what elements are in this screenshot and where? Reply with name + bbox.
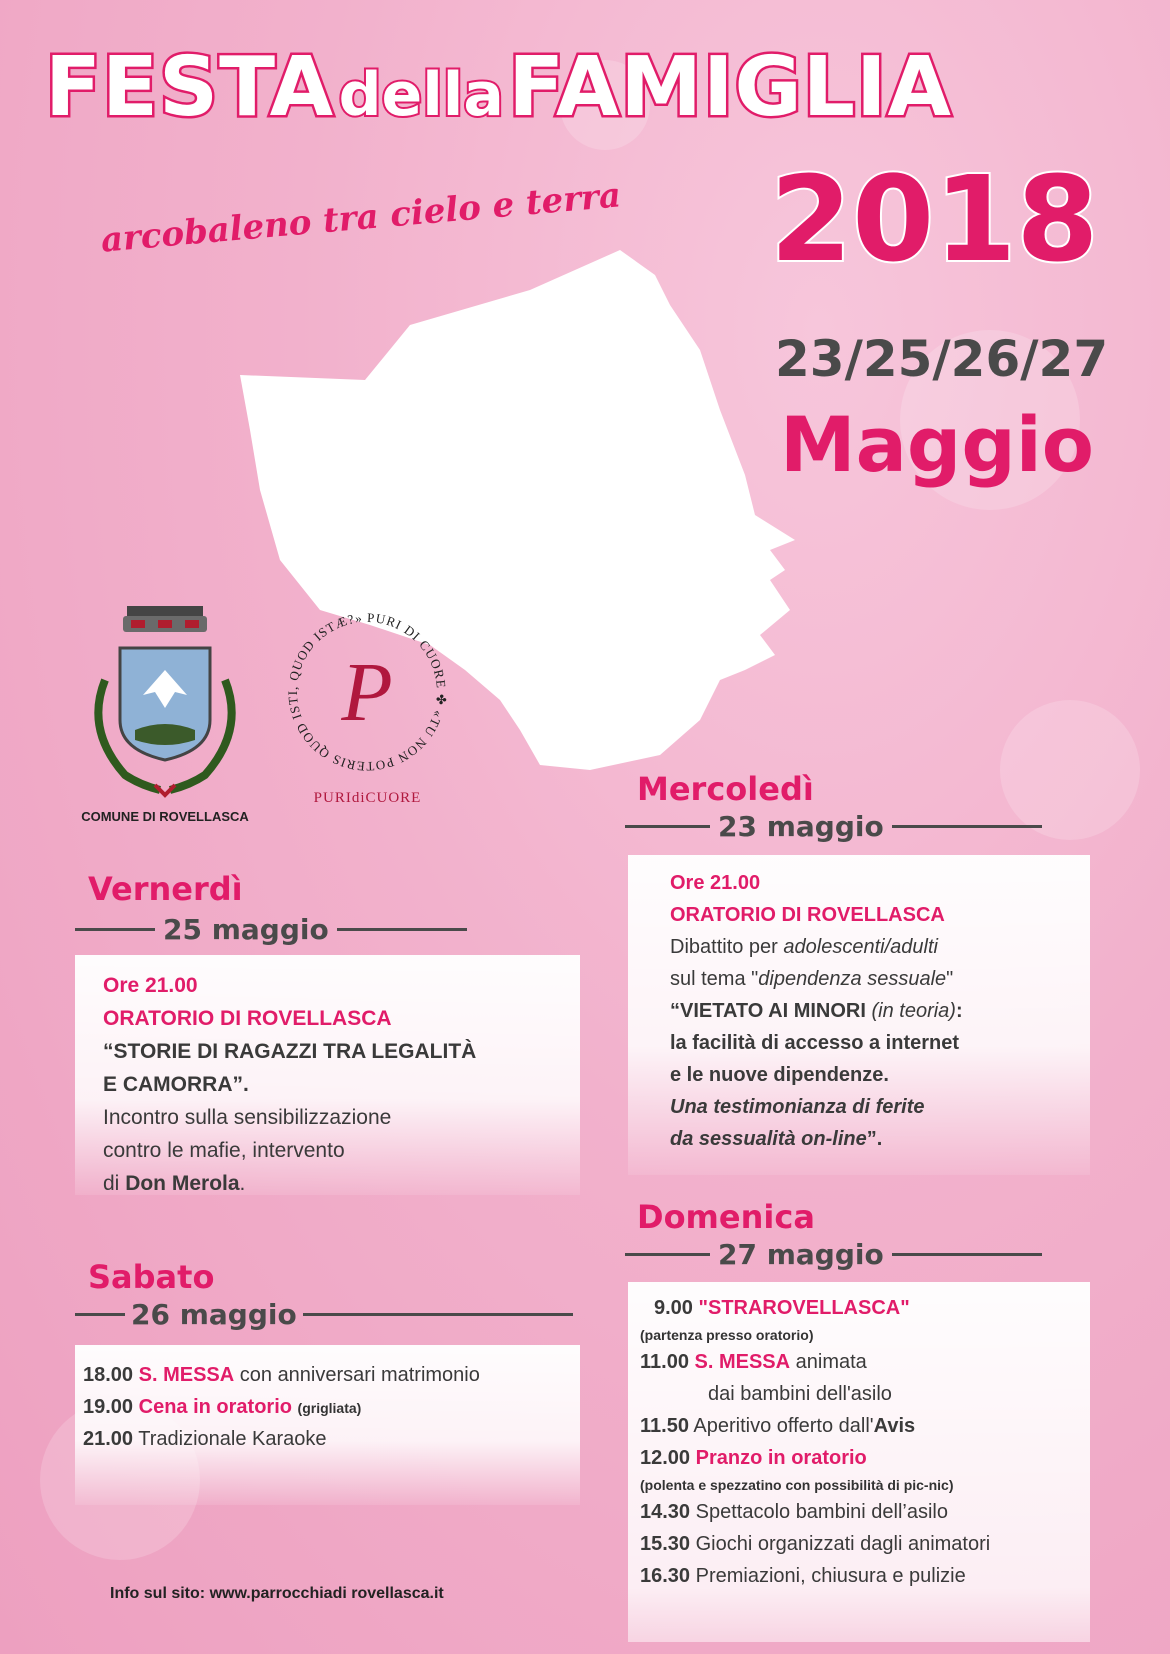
domenica-date: 27 maggio <box>718 1238 884 1271</box>
text-italic: (in teoria) <box>871 1000 956 1022</box>
mercoledi-line-4: la facilità di accesso a internet <box>670 1032 960 1054</box>
text-italic: dipendenza sessuale <box>758 968 947 990</box>
mercoledi-heading <box>637 770 814 808</box>
mercoledi-day: Mercoledì <box>637 770 814 808</box>
year: 2018 <box>770 150 1099 288</box>
text: con anniversari matrimonio <box>234 1364 480 1386</box>
divider <box>75 928 155 931</box>
text: Giochi organizzati dagli animatori <box>690 1533 991 1555</box>
time: 14.30 <box>640 1501 691 1523</box>
time: 15.30 <box>640 1533 691 1555</box>
text: Spettacolo bambini dell’asilo <box>690 1501 948 1523</box>
mercoledi-date-row <box>625 810 1042 843</box>
sabato-item-1 <box>83 1359 562 1391</box>
divider <box>892 825 1042 828</box>
highlight: S. MESSA <box>138 1364 235 1386</box>
venerdi-heading <box>88 870 243 908</box>
venerdi-title-1: “STORIE DI RAGAZZI TRA LEGALITÀ <box>103 1040 477 1063</box>
venerdi-title-2: E CAMORRA”. <box>103 1073 249 1096</box>
sabato-item-3 <box>83 1423 562 1455</box>
info-url[interactable]: www.parrocchiadi rovellasca.it <box>209 1585 444 1602</box>
mercoledi-line-6: Una testimonianza di ferite <box>670 1096 925 1118</box>
subtitle: arcobaleno tra cielo e terra <box>99 175 623 261</box>
venerdi-place: ORATORIO DI ROVELLASCA <box>103 1007 392 1030</box>
mercoledi-line-3 <box>670 995 1072 1027</box>
title-famiglia: FAMIGLIA <box>508 40 953 135</box>
text: di <box>103 1172 126 1195</box>
domenica-heading <box>637 1198 815 1236</box>
sabato-item-2 <box>83 1391 562 1423</box>
domenica-item-4 <box>640 1442 1072 1474</box>
puri-di-cuore-seal-icon <box>275 600 460 785</box>
mercoledi-time: Ore 21.00 <box>670 872 761 894</box>
domenica-item-7 <box>640 1560 1072 1592</box>
venerdi-date-row <box>75 913 467 946</box>
time: 18.00 <box>83 1364 134 1386</box>
time: 16.30 <box>640 1565 691 1587</box>
divider <box>337 928 467 931</box>
time: 21.00 <box>83 1428 134 1450</box>
divider <box>303 1313 573 1316</box>
text: Premiazioni, chiusura e pulizie <box>690 1565 966 1587</box>
venerdi-box <box>75 955 580 1195</box>
domenica-item-1-note: (partenza presso oratorio) <box>640 1327 814 1343</box>
text-italic: da sessualità on-line <box>670 1128 867 1150</box>
text-italic: adolescenti/adulti <box>783 936 938 958</box>
divider <box>625 1253 710 1256</box>
time: 11.50 <box>640 1415 689 1437</box>
comune-name: COMUNE DI ROVELLASCA <box>81 809 249 824</box>
venerdi-desc-2: contro le mafie, intervento <box>103 1139 345 1162</box>
info-label: Info sul sito: <box>110 1585 206 1602</box>
page-title <box>45 40 952 135</box>
domenica-item-4-note: (polenta e spezzatino con possibilità di pic-nic) <box>640 1477 954 1493</box>
sabato-heading <box>88 1258 214 1296</box>
text: animata <box>790 1351 867 1373</box>
text: “VIETATO AI MINORI <box>670 1000 872 1022</box>
speaker-name: Don Merola <box>125 1172 240 1195</box>
mercoledi-line-2 <box>670 963 1072 995</box>
highlight: Cena in oratorio <box>138 1396 292 1418</box>
divider <box>892 1253 1042 1256</box>
mercoledi-line-7 <box>670 1123 1072 1155</box>
time: 11.00 <box>640 1351 689 1373</box>
domenica-item-1 <box>640 1292 1072 1324</box>
sabato-day: Sabato <box>88 1258 215 1296</box>
venerdi-desc-1: Incontro sulla sensibilizzazione <box>103 1106 392 1129</box>
title-festa: FESTA <box>45 40 335 135</box>
sponsor: Avis <box>873 1415 916 1437</box>
event-dates: 23/25/26/27 <box>775 330 1109 388</box>
domenica-item-2 <box>640 1346 1072 1378</box>
seal-text: PURI DI CUORE ✤ «TU NON POTERIS QUOD ISTI, QUOD ISTÆ?» <box>284 609 450 775</box>
mercoledi-line-1 <box>670 931 1072 963</box>
seal-monogram: P <box>341 646 393 739</box>
time: 9.00 <box>654 1297 693 1319</box>
text: Dibattito per <box>670 936 784 958</box>
divider <box>625 825 710 828</box>
mercoledi-line-5: e le nuove dipendenze. <box>670 1064 889 1086</box>
comune-logo <box>65 600 265 824</box>
domenica-item-3 <box>640 1410 1072 1442</box>
venerdi-day: Vernerdì <box>88 870 243 908</box>
text: sul tema " <box>670 968 759 990</box>
sabato-box <box>75 1345 580 1505</box>
time: 12.00 <box>640 1447 691 1469</box>
text: Tradizionale Karaoke <box>133 1428 327 1450</box>
text: Aperitivo offerto dall' <box>688 1415 874 1437</box>
divider <box>75 1313 125 1316</box>
text: : <box>955 1000 963 1022</box>
text: ”. <box>866 1128 883 1150</box>
note: (grigliata) <box>297 1400 362 1416</box>
highlight: Pranzo in oratorio <box>695 1447 867 1469</box>
time: 19.00 <box>83 1396 134 1418</box>
venerdi-desc-3 <box>103 1167 562 1200</box>
highlight: "STRAROVELLASCA" <box>698 1297 910 1319</box>
sabato-date: 26 maggio <box>131 1298 297 1331</box>
title-della: della <box>338 60 504 130</box>
coat-of-arms-icon <box>65 600 265 800</box>
info-line <box>110 1585 444 1603</box>
venerdi-time: Ore 21.00 <box>103 974 198 997</box>
sabato-date-row <box>75 1298 573 1331</box>
puri-di-cuore-logo <box>275 600 460 807</box>
event-month: Maggio <box>780 400 1094 489</box>
domenica-item-5 <box>640 1496 1072 1528</box>
domenica-box <box>628 1282 1090 1642</box>
venerdi-date: 25 maggio <box>163 913 329 946</box>
mercoledi-date: 23 maggio <box>718 810 884 843</box>
domenica-date-row <box>625 1238 1042 1271</box>
mercoledi-box <box>628 855 1090 1175</box>
text: . <box>239 1172 246 1195</box>
puri-name: PURIdiCUORE <box>313 790 422 806</box>
domenica-item-6 <box>640 1528 1072 1560</box>
domenica-day: Domenica <box>637 1198 815 1236</box>
highlight: S. MESSA <box>694 1351 791 1373</box>
mercoledi-place: ORATORIO DI ROVELLASCA <box>670 904 945 926</box>
text: " <box>946 968 954 990</box>
domenica-item-2-cont: dai bambini dell'asilo <box>708 1383 892 1405</box>
